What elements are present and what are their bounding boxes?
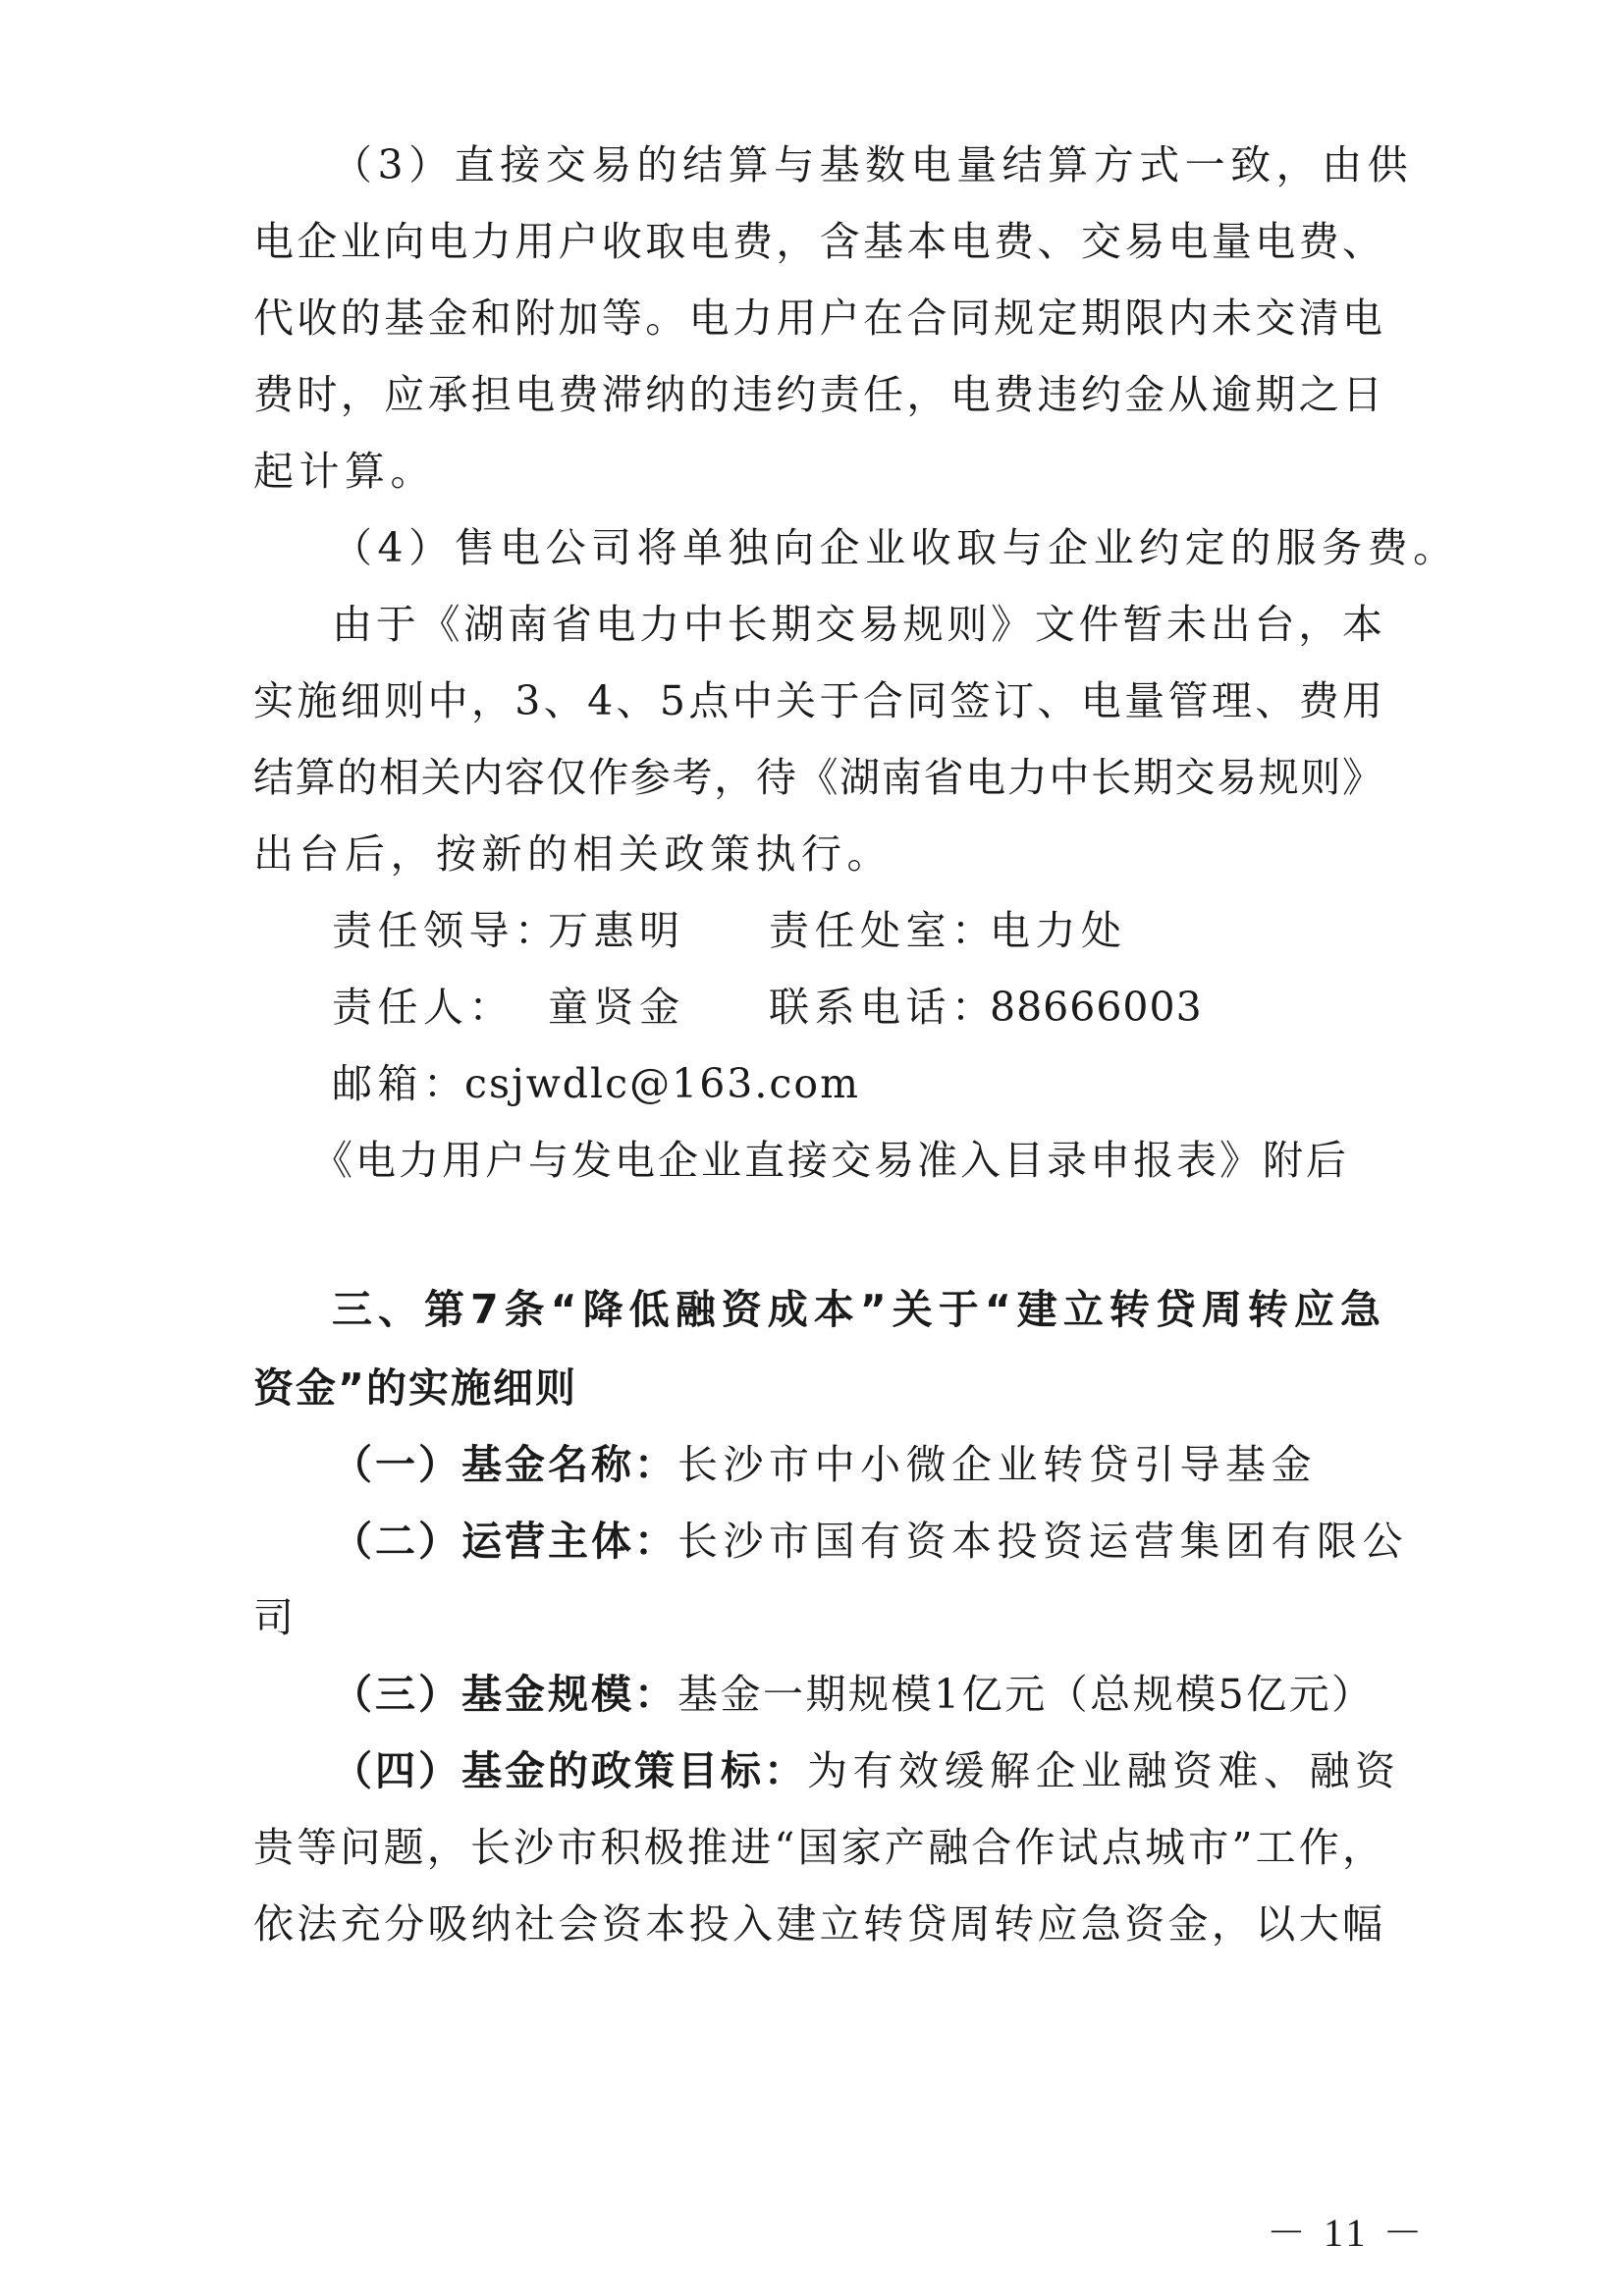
person-label: 责任人：	[332, 984, 514, 1031]
contact-row-person	[332, 980, 1461, 1035]
phone-label: 联系电话：	[769, 984, 998, 1031]
email-address: csjwdlc@163.com	[464, 1060, 860, 1107]
person-name: 童贤金	[548, 984, 685, 1031]
item1-text: 长沙市中小微企业转贷引导基金	[677, 1441, 1317, 1488]
item2-label: （二）运营主体：	[332, 1518, 677, 1565]
item4-label: （四）基金的政策目标：	[332, 1747, 807, 1794]
contact-row-leader	[332, 903, 1461, 958]
section3-heading-line-2: 资金”的实施细则	[253, 1364, 577, 1412]
para3-line-5: 起计算。	[253, 448, 436, 495]
office-label: 责任处室：	[769, 907, 998, 954]
item1	[332, 1437, 1382, 1492]
item2-text: 长沙市国有资本投资运营集团有限公	[677, 1518, 1408, 1565]
phone-number: 88666003	[990, 984, 1203, 1031]
note-line-4: 出台后，按新的相关政策执行。	[253, 830, 893, 878]
item4-text: 为有效缓解企业融资难、融资	[807, 1747, 1401, 1794]
item3-text: 基金一期规模1亿元（总规模5亿元）	[677, 1671, 1375, 1718]
note-line-1: 由于《湖南省电力中长期交易规则》文件暂未出台，本	[332, 601, 1382, 648]
item2	[332, 1514, 1408, 1569]
page-number: － 11 －	[1267, 2211, 1427, 2255]
para4-line: （4）售电公司将单独向企业收取与企业约定的服务费。	[332, 524, 1459, 571]
email-label: 邮箱：	[332, 1060, 469, 1107]
item2-continued: 司	[253, 1594, 299, 1641]
attachment-note: 《电力用户与发电企业直接交易准入目录申报表》附后	[312, 1137, 1349, 1184]
item3	[332, 1667, 1382, 1722]
item4	[332, 1743, 1401, 1798]
para3-line-4: 费时，应承担电费滞纳的违约责任，电费违约金从逾期之日	[253, 371, 1382, 418]
para3-line-2: 电企业向电力用户收取电费，含基本电费、交易电量电费、	[253, 218, 1382, 265]
para3-line-3: 代收的基金和附加等。电力用户在合同规定期限内未交清电	[253, 294, 1382, 342]
note-line-3: 结算的相关内容仅作参考，待《湖南省电力中长期交易规则》	[253, 754, 1382, 801]
item3-label: （三）基金规模：	[332, 1671, 677, 1718]
item4-line-2: 贵等问题，长沙市积极推进“国家产融合作试点城市”工作，	[253, 1824, 1382, 1871]
contact-row-email	[332, 1056, 1461, 1111]
para3-line-1: （3）直接交易的结算与基数电量结算方式一致，由供	[332, 141, 1414, 188]
section3-heading-line-1: 三、第7条“降低融资成本”关于“建立转贷周转应急	[332, 1286, 1382, 1333]
note-line-2: 实施细则中，3、4、5点中关于合同签订、电量管理、费用	[253, 677, 1382, 724]
leader-name: 万惠明	[548, 907, 685, 954]
office-name: 电力处	[990, 907, 1127, 954]
item1-label: （一）基金名称：	[332, 1441, 677, 1488]
leader-label: 责任领导：	[332, 907, 561, 954]
item4-line-3: 依法充分吸纳社会资本投入建立转贷周转应急资金，以大幅	[253, 1900, 1382, 1948]
